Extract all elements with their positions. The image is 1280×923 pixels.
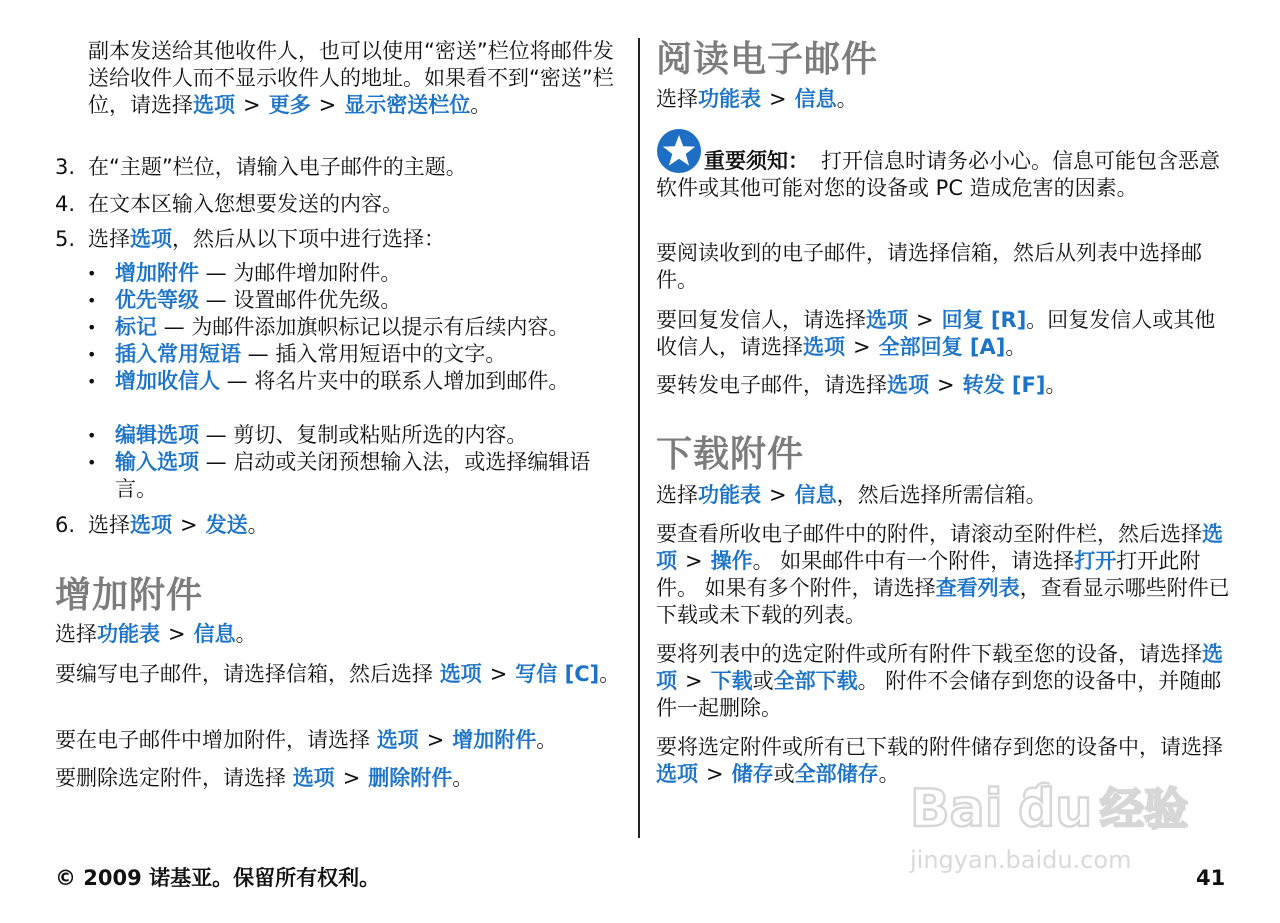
link-menu[interactable]: 功能表 [698,87,761,111]
paragraph: 选择功能表 > 信息，然后选择所需信箱。 [656,483,1047,507]
paragraph: 要阅读收到的电子邮件，请选择信箱，然后从列表中选择邮件。 [656,241,1202,292]
link-send[interactable]: 发送 [205,513,248,537]
link-download[interactable]: 下载 [710,669,753,693]
option-flag[interactable]: 标记 [115,315,157,339]
link-open[interactable]: 打开 [1074,549,1117,573]
link-menu[interactable]: 功能表 [698,483,761,507]
paragraph: 要转发电子邮件，请选择选项 > 转发 [F]。 [656,373,1067,397]
link-download-all[interactable]: 全部下载 [773,669,858,693]
link-options[interactable]: 选项 [130,513,172,537]
important-note: 重要须知： 打开信息时请务必小心。信息可能包含恶意软件或其他可能对您的设备或 PC 造成危害的因素。 [656,149,1220,200]
link-options[interactable]: 选项 [656,642,1223,693]
option-add-attachment[interactable]: 增加附件 [115,261,199,285]
link-options[interactable]: 选项 [887,373,929,397]
link-options[interactable]: 选项 [866,308,908,332]
link-options[interactable]: 选项 [656,762,698,786]
link-options[interactable]: 选项 [376,728,419,752]
link-options[interactable]: 选项 [130,227,172,251]
option-add-recipient[interactable]: 增加收信人 [115,369,220,393]
link-view-list[interactable]: 查看列表 [935,576,1020,600]
paragraph: 要查看所收电子邮件中的附件，请滚动至附件栏，然后选择选项 > 操作。 如果邮件中有一个附件，请选择打开打开此附件。 如果有多个附件，请选择查看列表，查看显示哪些附件已下载或未下载的列表。 [656,522,1230,627]
link-remove-attachment[interactable]: 删除附件 [368,766,453,790]
column-divider [638,38,640,838]
paragraph: 要将列表中的选定附件或所有附件下载至您的设备，请选择选项 > 下载或全部下载。 附件不会储存到您的设备中，并随邮件一起删除。 [656,642,1223,720]
option-insert-phrase[interactable]: 插入常用短语 [115,342,241,366]
paragraph: 选择功能表 > 信息。 [55,622,257,646]
watermark-brand: Bai [910,779,1003,839]
link-options[interactable]: 选项 [803,335,845,359]
link-save[interactable]: 储存 [731,762,774,786]
link-messaging[interactable]: 信息 [794,87,837,111]
option-priority[interactable]: 优先等级 [115,288,199,312]
link-messaging[interactable]: 信息 [193,622,236,646]
link-actions[interactable]: 操作 [710,549,753,573]
link-messaging[interactable]: 信息 [794,483,837,507]
link-save-all[interactable]: 全部储存 [794,762,879,786]
page-number: 41 [1196,866,1226,890]
paragraph: 要回复发信人，请选择选项 > 回复 [R]。回复发信人或其他收信人，请选择选项 > 全部回复 [A]。 [656,308,1216,359]
heading-download-attachment: 下载附件 [656,434,805,475]
paragraph: 要删除选定附件，请选择 选项 > 删除附件。 [55,766,474,790]
step2-continuation: 副本发送给其他收件人，也可以使用“密送”栏位将邮件发送给收件人而不显示收件人的地址。如果看不到“密送”栏位，请选择选项 > 更多 > 显示密送栏位。 [88,39,614,117]
link-write-mail[interactable]: 写信 [C] [515,662,600,686]
link-options[interactable]: 选项 [292,766,335,790]
option-edit[interactable]: 编辑选项 [115,423,199,447]
paragraph: 要编写电子邮件，请选择信箱，然后选择 选项 > 写信 [C]。 [55,662,621,686]
link-reply[interactable]: 回复 [R] [941,308,1027,332]
link-menu[interactable]: 功能表 [97,622,160,646]
footer-copyright: © 2009 诺基亚。保留所有权利。 [55,866,381,890]
heading-add-attachment: 增加附件 [55,575,204,616]
heading-read-email: 阅读电子邮件 [656,39,879,80]
link-reply-all[interactable]: 全部回复 [A] [878,335,1006,359]
paragraph: 要在电子邮件中增加附件，请选择 选项 > 增加附件。 [55,728,558,752]
link-forward[interactable]: 转发 [F] [962,373,1046,397]
paragraph: 要将选定附件或所有已下载的附件储存到您的设备中，请选择选项 > 储存或全部储存。 [656,735,1223,786]
link-more[interactable]: 更多 [268,93,311,117]
watermark-cn: 经验 [1100,784,1188,835]
link-add-attachment[interactable]: 增加附件 [452,728,537,752]
link-options[interactable]: 选项 [193,93,235,117]
baidu-watermark [900,768,1220,878]
link-show-bcc[interactable]: 显示密送栏位 [344,93,471,117]
option-input[interactable]: 输入选项 [115,450,199,474]
watermark-brand2: du [1018,779,1093,839]
link-options[interactable]: 选项 [656,522,1223,573]
link-options[interactable]: 选项 [439,662,482,686]
watermark-url: jingyan.baidu.com [910,846,1132,874]
note-label: 重要须知： [704,149,809,173]
paragraph: 选择功能表 > 信息。 [656,87,858,111]
